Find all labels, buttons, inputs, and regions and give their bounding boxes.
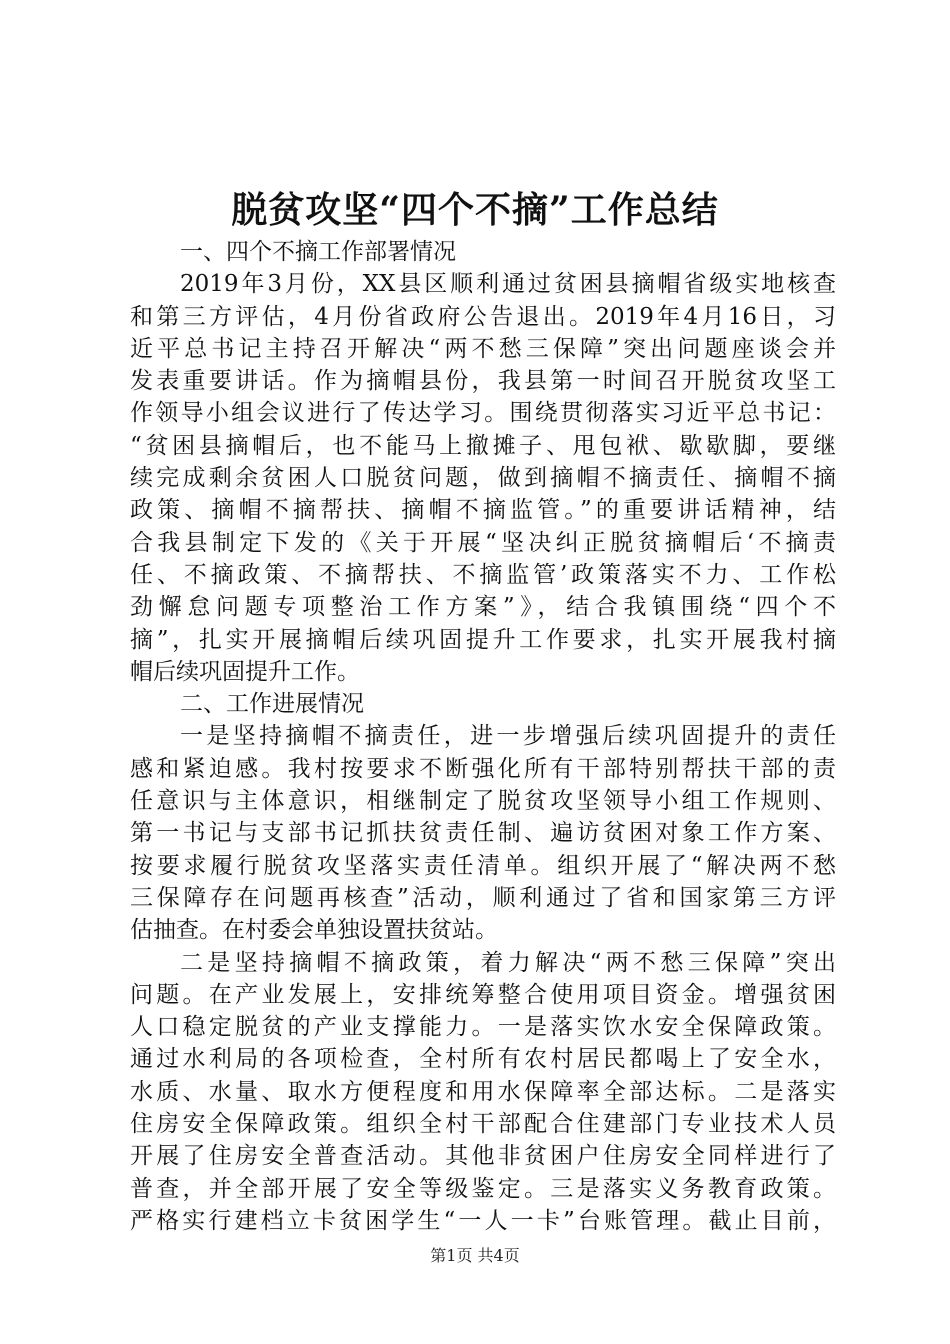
text-line: 严格实行建档立卡贫困学生“一人一卡”台账管理。截止目前， <box>130 1207 836 1234</box>
text-line: 一是坚持摘帽不摘责任，进一步增强后续巩固提升的责任 <box>180 723 836 750</box>
document-body <box>130 236 836 1237</box>
text-line: 任意识与主体意识，相继制定了脱贫攻坚领导小组工作规则、 <box>130 788 836 815</box>
text-line: 政策、摘帽不摘帮扶、摘帽不摘监管。”的重要讲话精神，结 <box>130 497 836 524</box>
page-footer: 第1页 共4页 <box>430 1246 520 1265</box>
document-title: 脱贫攻坚“四个不摘”工作总结 <box>231 189 719 231</box>
text-line: 发表重要讲话。作为摘帽县份，我县第一时间召开脱贫攻坚工 <box>130 368 836 395</box>
text-line: 二、工作进展情况 <box>180 691 364 718</box>
text-line: 问题。在产业发展上，安排统筹整合使用项目资金。增强贫困 <box>130 981 836 1008</box>
text-line: 续完成剩余贫困人口脱贫问题，做到摘帽不摘责任、摘帽不摘 <box>130 465 836 492</box>
text-line: 一、四个不摘工作部署情况 <box>180 239 456 265</box>
text-line: 住房安全保障政策。组织全村干部配合住建部门专业技术人员 <box>130 1111 836 1138</box>
text-line: 劲懈怠问题专项整治工作方案”》，结合我镇围绕“四个不 <box>130 594 836 621</box>
text-line: 第一书记与支部书记抓扶贫责任制、遍访贫困对象工作方案、 <box>130 820 836 847</box>
text-line: 任、不摘政策、不摘帮扶、不摘监管’政策落实不力、工作松 <box>130 561 836 588</box>
text-line: 近平总书记主持召开解决“两不愁三保障”突出问题座谈会并 <box>130 335 836 362</box>
text-line: 帽后续巩固提升工作。 <box>130 658 360 685</box>
text-line: 开展了住房安全普查活动。其他非贫困户住房安全同样进行了 <box>130 1143 836 1170</box>
text-line: 合我县制定下发的《关于开展“坚决纠正脱贫摘帽后‘不摘责 <box>130 529 836 556</box>
text-line: 2019年3月份，XX县区顺利通过贫困县摘帽省级实地核查 <box>180 271 836 298</box>
text-line: 摘”，扎实开展摘帽后续巩固提升工作要求，扎实开展我村摘 <box>130 626 836 653</box>
text-line: 水质、水量、取水方便程度和用水保障率全部达标。二是落实 <box>130 1078 836 1105</box>
text-line: “贫困县摘帽后，也不能马上撤摊子、甩包袱、歇歇脚，要继 <box>130 432 836 459</box>
text-line: 估抽查。在村委会单独设置扶贫站。 <box>130 917 498 944</box>
text-line: 通过水利局的各项检查，全村所有农村居民都喝上了安全水， <box>130 1046 836 1073</box>
text-line: 按要求履行脱贫攻坚落实责任清单。组织开展了“解决两不愁 <box>130 852 836 879</box>
text-line: 普查，并全部开展了安全等级鉴定。三是落实义务教育政策。 <box>130 1175 836 1202</box>
text-line: 人口稳定脱贫的产业支撑能力。一是落实饮水安全保障政策。 <box>130 1014 836 1041</box>
text-line: 二是坚持摘帽不摘政策，着力解决“两不愁三保障”突出 <box>180 949 836 976</box>
text-line: 和第三方评估，4月份省政府公告退出。2019年4月16日，习 <box>130 303 836 330</box>
text-line: 作领导小组会议进行了传达学习。围绕贯彻落实习近平总书记： <box>130 400 836 427</box>
text-line: 三保障存在问题再核查”活动，顺利通过了省和国家第三方评 <box>130 884 836 911</box>
text-line: 感和紧迫感。我村按要求不断强化所有干部特别帮扶干部的责 <box>130 755 836 782</box>
